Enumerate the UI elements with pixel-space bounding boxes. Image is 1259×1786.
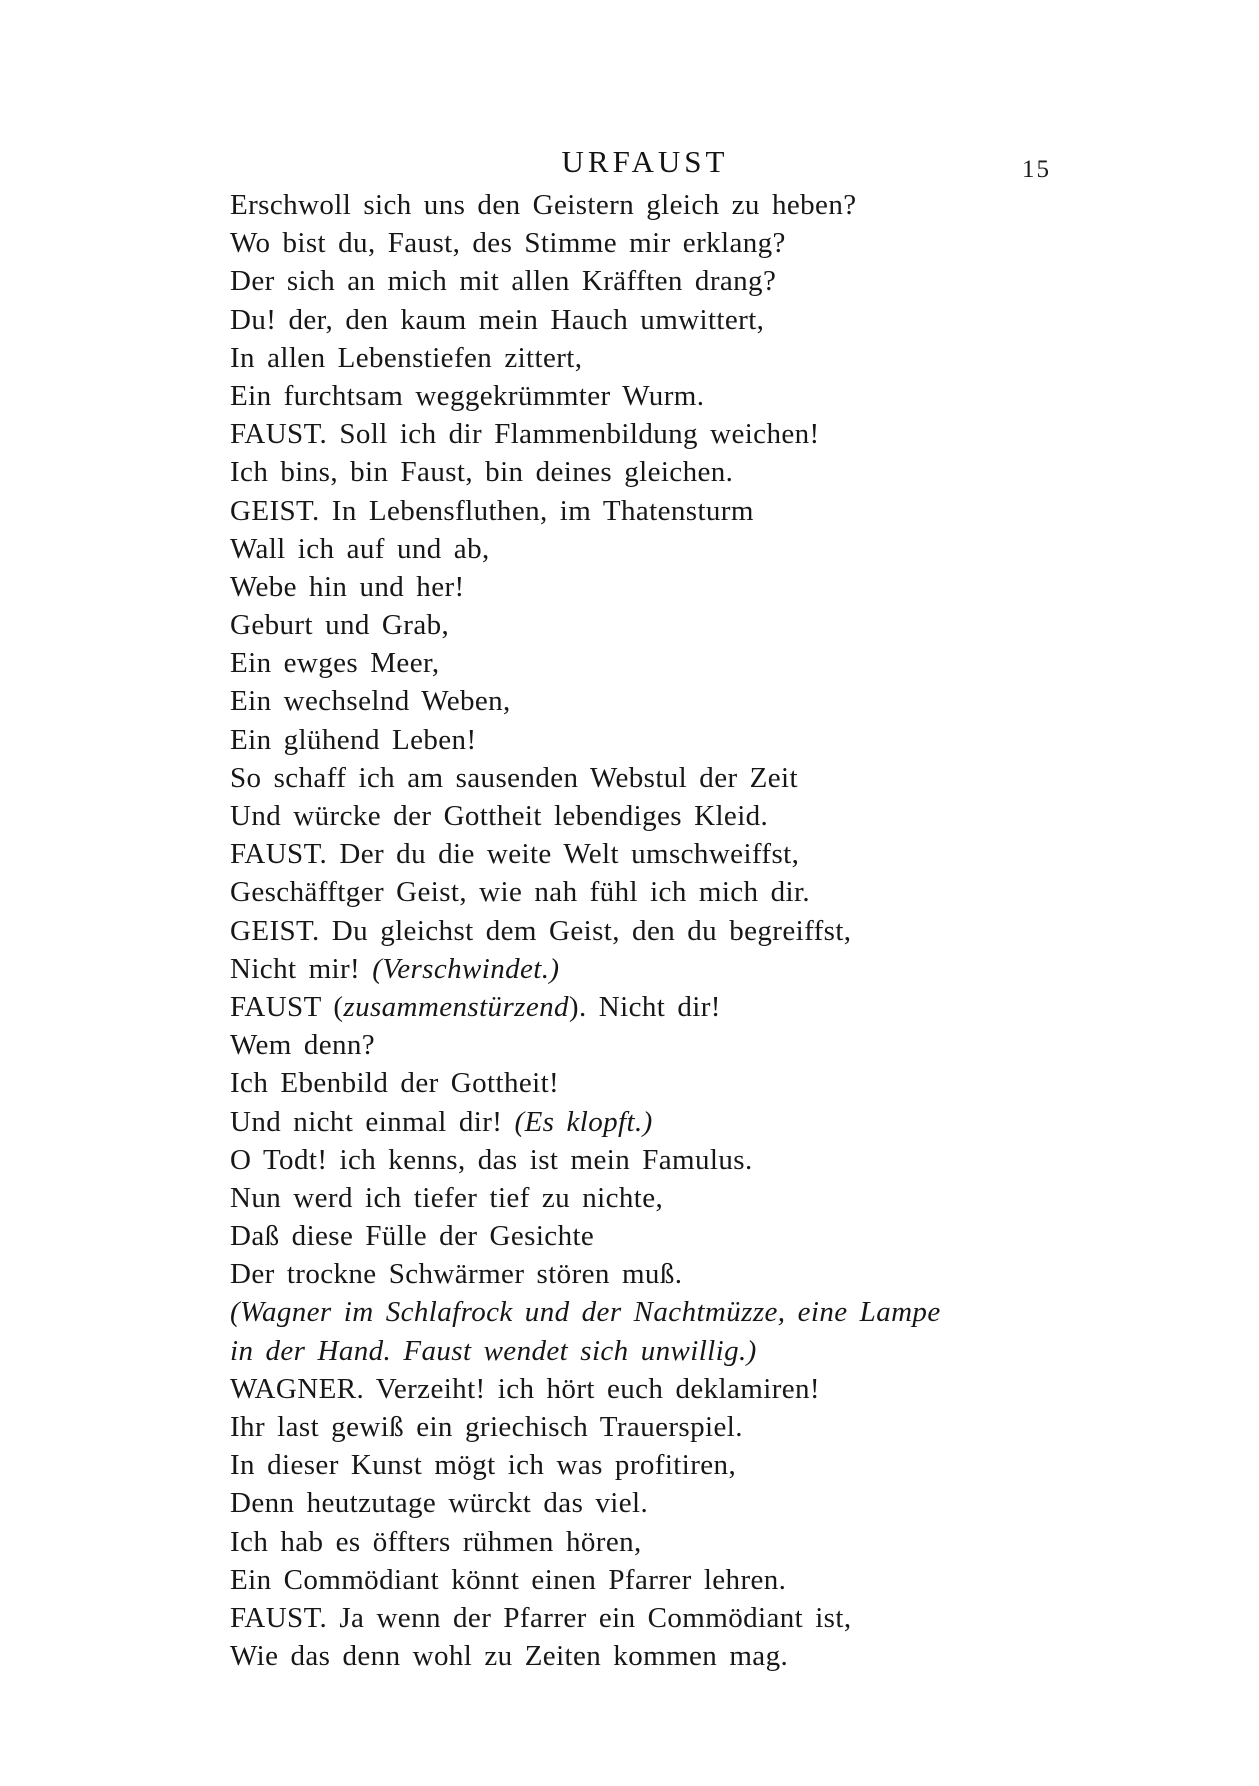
verse-line — [230, 1217, 1150, 1255]
verse-line — [230, 1599, 1150, 1637]
verse-line — [230, 1141, 1150, 1179]
verse-line — [230, 606, 1150, 644]
verse-line — [230, 1064, 1150, 1102]
verse-line — [230, 1446, 1150, 1484]
verse-segment: ). Nicht dir! — [568, 990, 721, 1023]
verse-segment: Ein wechselnd Weben, — [230, 685, 511, 718]
page-number: 15 — [1022, 156, 1051, 183]
verse-segment: Ein ewges Meer, — [230, 647, 440, 680]
verse-line — [230, 453, 1150, 491]
verse-line — [230, 1523, 1150, 1561]
verse-segment: Denn heutzutage würckt das viel. — [230, 1487, 649, 1520]
verse-line — [230, 1637, 1150, 1675]
verse-line — [230, 492, 1150, 530]
verse-segment: Du! der, den kaum mein Hauch umwittert, — [230, 303, 765, 336]
verse-line — [230, 262, 1150, 300]
verse-segment: FAUST. Der du die weite Welt umschweiffst, — [230, 838, 800, 871]
verse-line — [230, 797, 1150, 835]
verse-segment: Wall ich auf und ab, — [230, 532, 490, 565]
verse-line — [230, 1370, 1150, 1408]
verse-line — [230, 377, 1150, 415]
verse-segment: In dieser Kunst mögt ich was profitiren, — [230, 1449, 737, 1482]
verse-segment: Ein glühend Leben! — [230, 723, 477, 756]
verse-segment: Wie das denn wohl zu Zeiten kommen mag. — [230, 1640, 789, 1673]
verse-segment: Und nicht einmal dir! — [230, 1105, 515, 1138]
verse-line — [230, 1255, 1150, 1293]
verse-line — [230, 1026, 1150, 1064]
verse-line — [230, 301, 1150, 339]
verse-line — [230, 988, 1150, 1026]
verse-segment: GEIST. Du gleichst dem Geist, den du begreiffst, — [230, 914, 852, 947]
verse-segment: Ich bins, bin Faust, bin deines gleichen. — [230, 456, 734, 489]
stage-direction: (Verschwindet.) — [372, 952, 560, 985]
verse-line — [230, 530, 1150, 568]
verse-segment: Erschwoll sich uns den Geistern gleich zu heben? — [230, 189, 857, 221]
verse-line — [230, 415, 1150, 453]
verse-line — [230, 682, 1150, 720]
verse-segment: In allen Lebenstiefen zittert, — [230, 341, 583, 374]
verse-segment: Wem denn? — [230, 1029, 376, 1062]
verse-segment: GEIST. In Lebensfluthen, im Thatensturm — [230, 494, 754, 527]
stage-direction: zusammenstürzend — [343, 990, 569, 1023]
verse-segment: FAUST. Ja wenn der Pfarrer ein Commödiant ist, — [230, 1601, 852, 1634]
verse-segment: Ein furchtsam weggekrümmter Wurm. — [230, 379, 705, 412]
verse-text-block — [230, 186, 1150, 1675]
verse-line — [230, 1484, 1150, 1522]
verse-segment: Und würcke der Gottheit lebendiges Kleid. — [230, 800, 769, 832]
verse-segment: Ein Commödiant könnt einen Pfarrer lehren. — [230, 1563, 787, 1596]
page-title: URFAUST — [561, 144, 729, 179]
verse-segment: Daß diese Fülle der Gesichte — [230, 1220, 595, 1253]
verse-line — [230, 1332, 1150, 1370]
verse-segment: Nun werd ich tiefer tief zu nichte, — [230, 1181, 664, 1214]
stage-direction: (Es klopft.) — [514, 1105, 653, 1138]
verse-segment: O Todt! ich kenns, das ist mein Famulus. — [230, 1143, 753, 1176]
verse-segment: WAGNER. Verzeiht! ich hört euch deklamiren! — [230, 1372, 820, 1405]
verse-segment: Wo bist du, Faust, des Stimme mir erklang? — [230, 227, 786, 260]
verse-segment: Geschäfftger Geist, wie nah fühl ich mich dir. — [230, 876, 811, 909]
stage-direction: (Wagner im Schlafrock und der Nachtmüzze, eine Lampe — [230, 1296, 941, 1329]
stage-direction: in der Hand. Faust wendet sich unwillig.) — [230, 1334, 757, 1367]
verse-segment: FAUST. Soll ich dir Flammenbildung weichen! — [230, 418, 820, 451]
verse-line — [230, 1561, 1150, 1599]
verse-segment: Der trockne Schwärmer stören muß. — [230, 1258, 683, 1291]
verse-line — [230, 339, 1150, 377]
verse-line — [230, 1293, 1150, 1331]
verse-segment: Der sich an mich mit allen Kräfften drang? — [230, 265, 777, 298]
verse-segment: FAUST ( — [230, 990, 344, 1023]
verse-line — [230, 1408, 1150, 1446]
verse-line — [230, 224, 1150, 262]
verse-line — [230, 1179, 1150, 1217]
verse-line — [230, 835, 1150, 873]
verse-line — [230, 759, 1150, 797]
verse-line — [230, 186, 1150, 224]
verse-line — [230, 873, 1150, 911]
verse-line — [230, 568, 1150, 606]
verse-segment: Webe hin und her! — [230, 570, 465, 603]
verse-segment: So schaff ich am sausenden Webstul der Zeit — [230, 761, 798, 794]
verse-line — [230, 1103, 1150, 1141]
verse-segment: Geburt und Grab, — [230, 609, 450, 642]
verse-segment: Nicht mir! — [230, 952, 373, 985]
verse-segment: Ich Ebenbild der Gottheit! — [230, 1067, 560, 1100]
verse-line — [230, 644, 1150, 682]
verse-line — [230, 912, 1150, 950]
verse-segment: Ich hab es öffters rühmen hören, — [230, 1525, 642, 1558]
verse-line — [230, 950, 1150, 988]
verse-segment: Ihr last gewiß ein griechisch Trauerspiel. — [230, 1411, 743, 1443]
verse-line — [230, 721, 1150, 759]
